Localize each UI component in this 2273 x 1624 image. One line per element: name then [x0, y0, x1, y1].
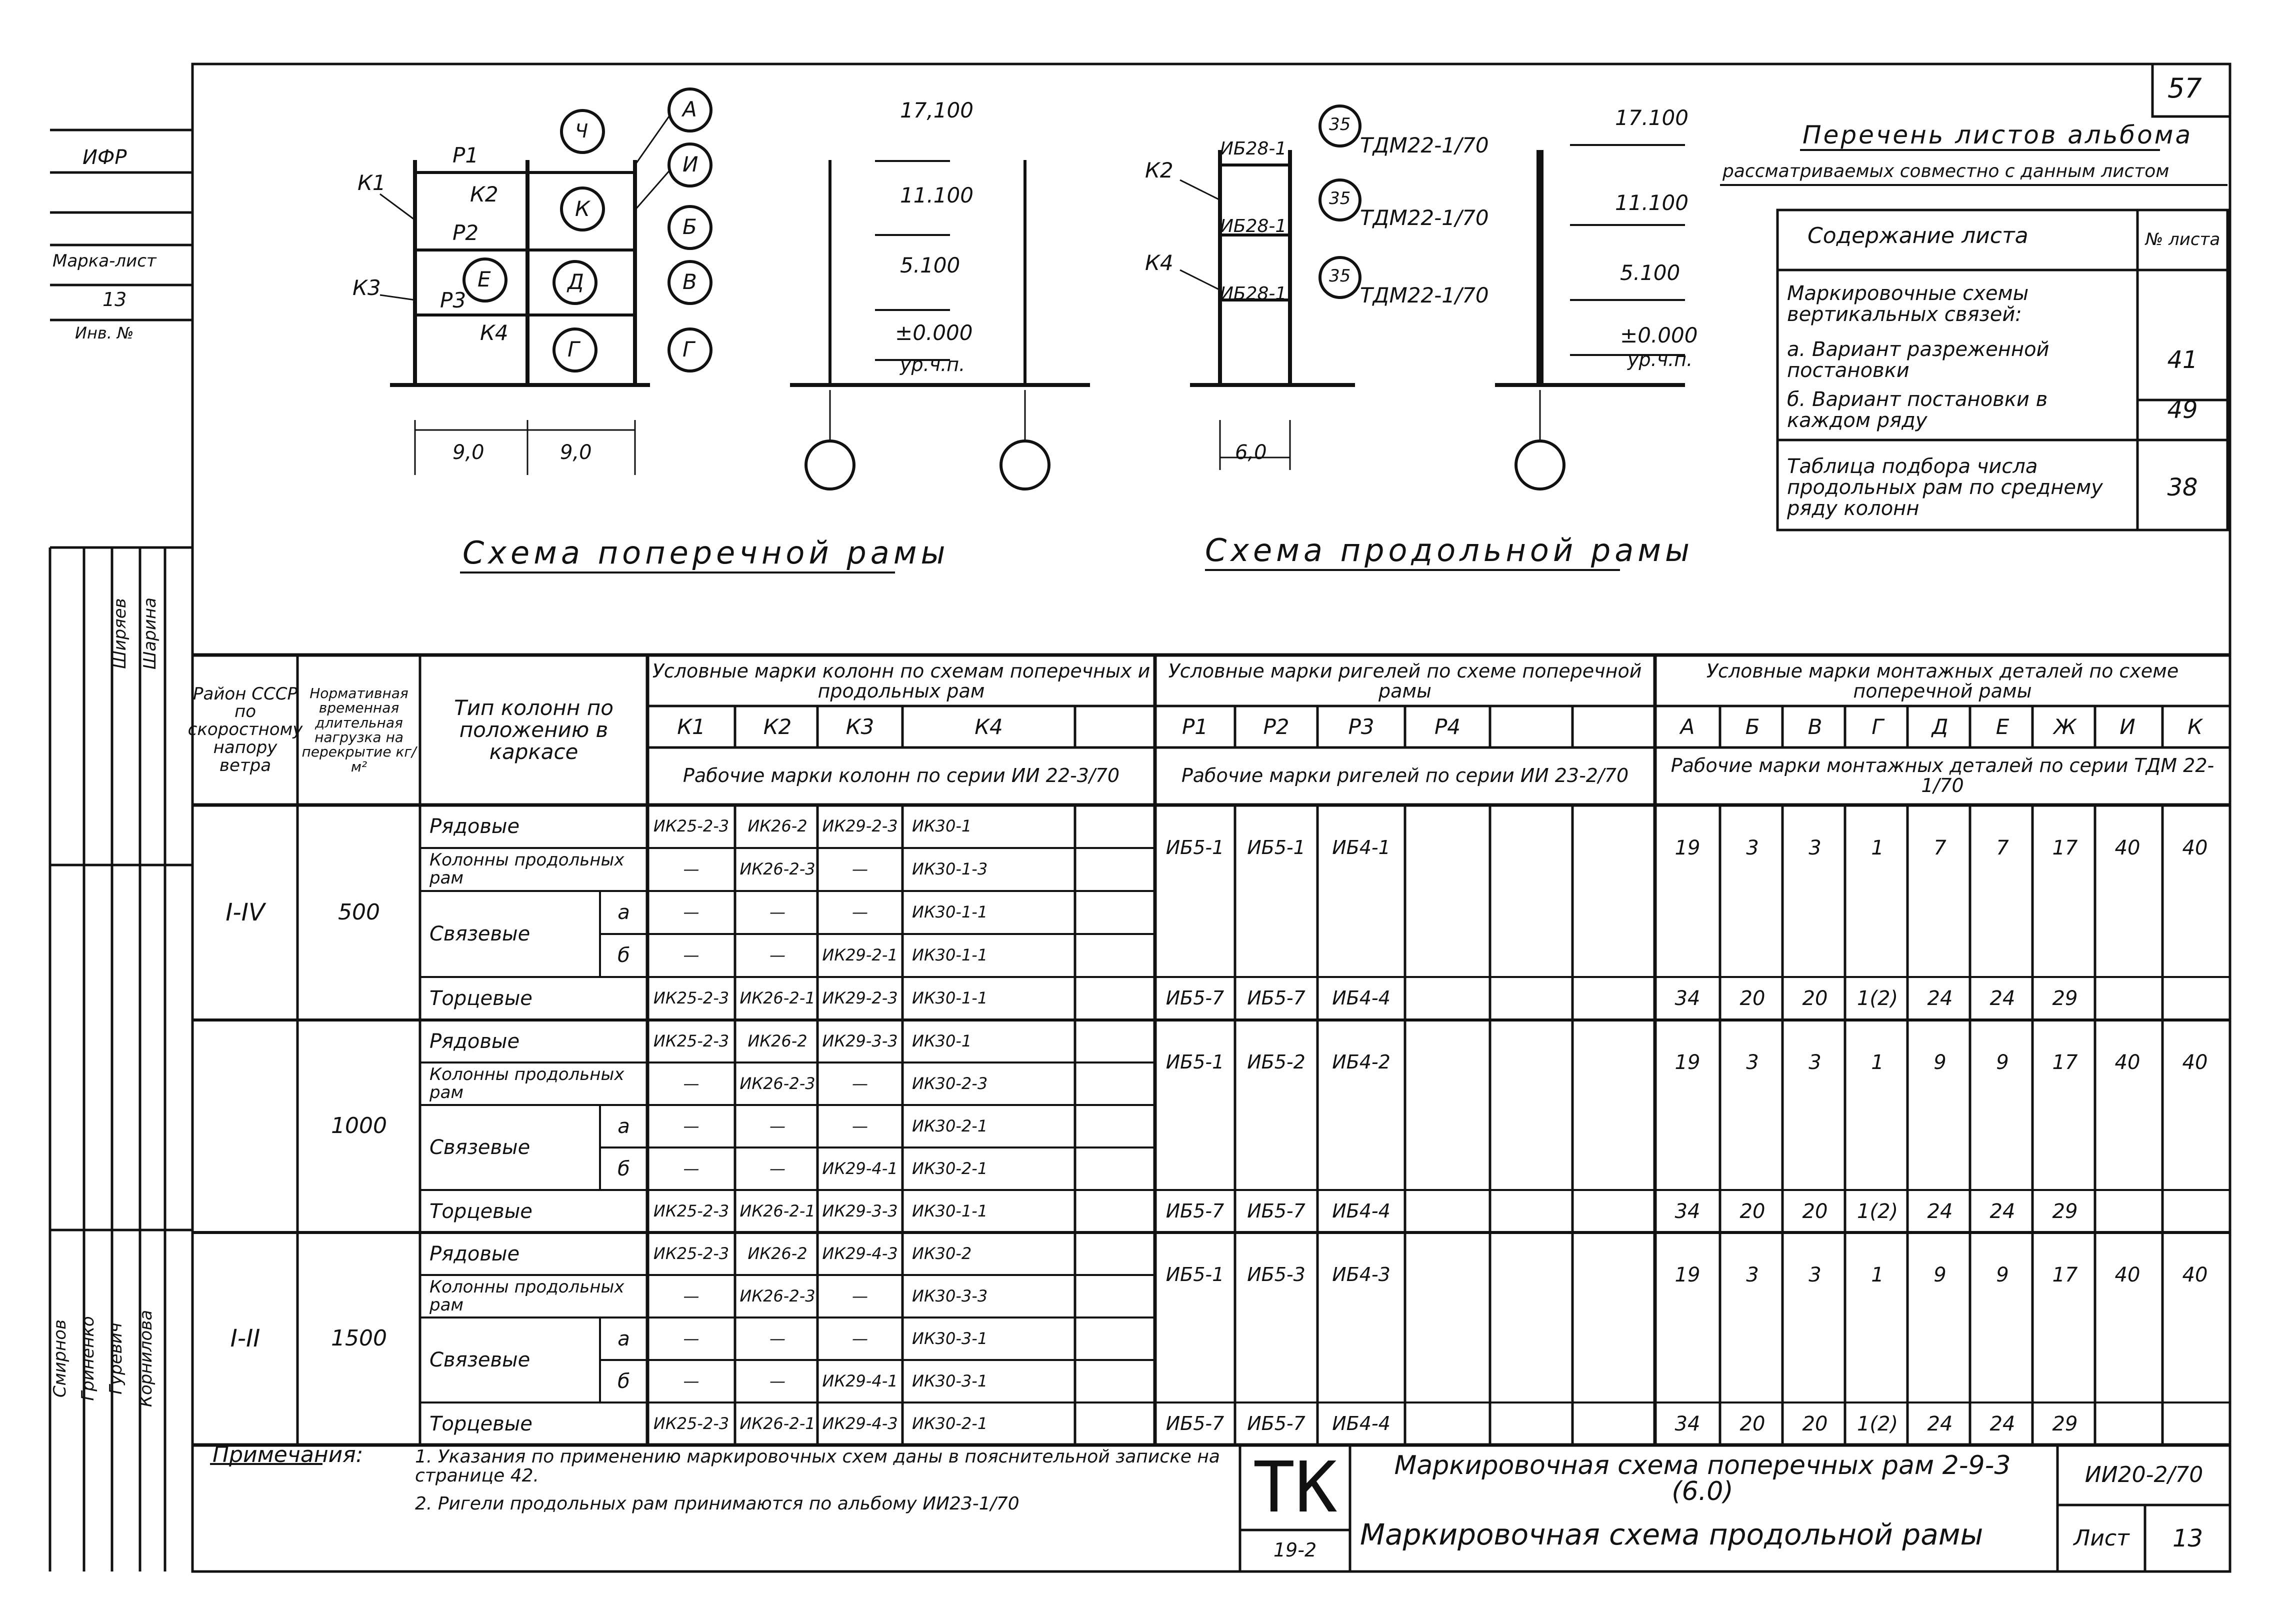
signature-name: Шарина	[140, 598, 160, 670]
rigel-cell: ИБ5-7	[1247, 987, 1306, 1010]
detail-cell: 29	[2052, 987, 2078, 1010]
detail-3: ТДМ22-1/70	[1360, 283, 1489, 308]
span-1: 9,0	[452, 441, 484, 464]
rigel-cell: ИБ5-7	[1247, 1200, 1306, 1222]
type-label: Торцевые	[430, 1412, 532, 1436]
detail-cell: 9	[1934, 1264, 1946, 1286]
long-col-k2: К2	[1145, 158, 1174, 182]
type-label: Торцевые	[430, 987, 532, 1010]
sheet-list-row-no	[2140, 278, 2225, 330]
rig-mark: Р1	[1182, 714, 1208, 739]
rigel-cell: ИБ5-1	[1166, 1051, 1224, 1074]
detail-cell: 29	[2052, 1412, 2078, 1436]
type-label: Колонны продольных рам	[430, 850, 624, 888]
column-cell: ИК25-2-3	[653, 1201, 730, 1220]
rigel-cell: ИБ5-7	[1166, 1200, 1224, 1222]
detail-cell: 17	[2052, 836, 2078, 860]
column-cell: ИК26-2-1	[740, 988, 816, 1008]
series-code: ИИ20-2/70	[2084, 1462, 2204, 1488]
sheet-list-col-content: Содержание листа	[1808, 223, 2028, 248]
column-cell: ИК29-4-1	[822, 1158, 898, 1178]
beam-1: ИБ28-1	[1220, 138, 1287, 159]
column-cell: ИК25-2-3	[653, 1031, 730, 1050]
type-label: Связевые	[430, 922, 530, 946]
column-cell: ИК25-2-3	[653, 1414, 730, 1433]
h-det-series: Рабочие марки монтажных деталей по серии ТДМ 22-1/70	[1670, 754, 2214, 796]
detail-cell: 1	[1871, 836, 1884, 860]
detail-cell: 9	[1996, 1264, 2009, 1286]
signature-name: Смирнов	[50, 1319, 70, 1398]
level-ground: ур.ч.п.	[900, 354, 966, 376]
long-level-0000: ±0.000	[1620, 323, 1698, 348]
rig-mark: Р3	[1348, 714, 1374, 739]
sub-label: а	[618, 1114, 630, 1138]
detail-cell	[2098, 1190, 2158, 1232]
sheet-label: Лист	[2074, 1526, 2130, 1552]
column-cell: —	[770, 1116, 786, 1136]
sheet-list-row-no: 38	[2167, 473, 2198, 502]
col-k4: К4	[480, 320, 508, 345]
region-cell: I-II	[230, 1324, 260, 1353]
column-cell: —	[770, 1371, 786, 1390]
column-cell: ИК30-1-3	[912, 860, 988, 879]
detail-cell: 3	[1808, 1051, 1822, 1074]
column-cell: ИК29-4-3	[822, 1414, 898, 1433]
sheet-list-row-text: а. Вариант разреженной постановки	[1787, 338, 2050, 382]
detail-cell: 40	[2114, 1051, 2140, 1074]
long-frame-caption: Схема продольной рамы	[1205, 532, 1694, 568]
detail-2: ТДМ22-1/70	[1360, 206, 1489, 230]
long-level-17100: 17.100	[1615, 106, 1688, 130]
rigel-cell: ИБ4-4	[1332, 987, 1390, 1010]
h-cols: Условные марки колонн по схемам поперечных и продольных рам	[652, 660, 1150, 702]
column-cell: —	[683, 1074, 700, 1093]
detail-cell: 1(2)	[1856, 1200, 1898, 1223]
column-cell: ИК30-1-1	[912, 946, 988, 965]
sheet-list-row-text: Таблица подбора числа продольных рам по среднему ряду колонн	[1787, 455, 2103, 520]
type-label: Рядовые	[430, 815, 520, 838]
sheet-list-col-no: № листа	[2145, 230, 2220, 250]
h-type: Тип колонн по положению в каркасе	[454, 695, 614, 764]
column-cell: —	[852, 860, 868, 879]
sheet-list-row-text: б. Вариант постановки в каждом ряду	[1787, 388, 2048, 432]
cross-frame-caption: Схема поперечной рамы	[462, 534, 950, 571]
column-cell: ИК26-2-3	[740, 860, 816, 879]
zone-d: Д	[568, 270, 584, 294]
mark-v: В	[682, 270, 697, 294]
det-mark: Д	[1932, 714, 1948, 739]
col-mark: К3	[846, 714, 874, 739]
detail-cell	[2165, 1402, 2225, 1445]
detail-cell: 20	[1740, 1200, 1766, 1223]
type-label: Связевые	[430, 1348, 530, 1372]
detail-cell	[2098, 977, 2158, 1020]
detail-cell: 40	[2114, 836, 2140, 860]
rigel-cell: ИБ4-4	[1332, 1412, 1390, 1434]
detail-cell: 7	[1996, 836, 2009, 860]
detail-cell: 40	[2114, 1264, 2140, 1286]
logo: ТК	[1252, 1446, 1338, 1528]
col-k2: К2	[470, 182, 498, 206]
det-mark: Е	[1996, 714, 2010, 739]
column-cell: —	[683, 1371, 700, 1390]
column-cell: —	[770, 1328, 786, 1348]
long-span: 6,0	[1235, 441, 1267, 464]
rigel-cell: ИБ5-1	[1166, 836, 1224, 859]
column-cell: —	[683, 946, 700, 965]
rigel-cell: ИБ5-1	[1166, 1264, 1224, 1286]
type-label: Рядовые	[430, 1030, 520, 1053]
column-cell: ИК30-3-1	[912, 1328, 988, 1348]
load-cell: 1000	[331, 1113, 387, 1139]
column-cell: ИК30-1-1	[912, 1201, 988, 1220]
sub-label: б	[618, 944, 630, 967]
h-rig-series: Рабочие марки ригелей по серии ИИ 23-2/70	[1181, 764, 1629, 787]
detail-cell: 1	[1871, 1051, 1884, 1074]
detail-num-3: 35	[1329, 266, 1351, 286]
det-mark: А	[1680, 714, 1695, 739]
sub-label: а	[618, 1327, 630, 1350]
detail-cell: 3	[1808, 836, 1822, 860]
sheet-list-row-text: Маркировочные схемы вертикальных связей:	[1787, 282, 2029, 326]
column-cell: —	[683, 1116, 700, 1136]
rigel-cell: ИБ5-1	[1247, 836, 1306, 859]
rigel-cell: ИБ4-1	[1332, 836, 1390, 859]
detail-cell: 9	[1934, 1051, 1946, 1074]
column-cell: ИК26-2	[748, 1031, 808, 1050]
notes-label: Примечания:	[212, 1442, 364, 1468]
det-mark: Г	[1872, 714, 1884, 739]
beam-2: ИБ28-1	[1220, 216, 1287, 236]
column-cell: —	[852, 1074, 868, 1093]
column-cell: ИК30-2-3	[912, 1074, 988, 1093]
detail-cell: 20	[1740, 987, 1766, 1010]
mark-b: Б	[682, 214, 697, 239]
det-mark: И	[2120, 714, 2136, 739]
column-cell: ИК30-2-1	[912, 1158, 988, 1178]
detail-num-2: 35	[1329, 188, 1351, 208]
column-cell: ИК25-2-3	[653, 1244, 730, 1263]
detail-cell: 20	[1740, 1412, 1766, 1436]
load-cell: 500	[338, 899, 380, 925]
sheet-list-row-no: 49	[2167, 396, 2198, 424]
detail-cell: 3	[1746, 836, 1759, 860]
span-2: 9,0	[560, 441, 592, 464]
h-det: Условные марки монтажных деталей по схеме поперечной рамы	[1706, 660, 2179, 702]
h-load: Нормативная временная длительная нагрузка на перекрытие кг/м²	[302, 684, 416, 775]
column-cell: —	[683, 860, 700, 879]
detail-cell	[2165, 1190, 2225, 1232]
sub-label: б	[618, 1370, 630, 1393]
type-label: Рядовые	[430, 1242, 520, 1266]
detail-cell	[2165, 977, 2225, 1020]
column-cell: ИК26-2	[748, 1244, 808, 1263]
detail-cell: 29	[2052, 1200, 2078, 1223]
detail-cell: 9	[1996, 1051, 2009, 1074]
column-cell: ИК29-2-3	[822, 988, 898, 1008]
rigel-p1: Р1	[452, 143, 479, 168]
sheet-no: 13	[2172, 1524, 2204, 1553]
column-cell: —	[852, 1286, 868, 1306]
signature-name: Гуревич	[106, 1322, 126, 1394]
detail-cell: 20	[1802, 1200, 1828, 1223]
note-1: 1. Указания по применению маркировочных схем даны в пояснительной записке на странице 42.	[415, 1446, 1220, 1486]
detail-cell: 24	[1990, 1412, 2016, 1436]
detail-cell: 3	[1746, 1051, 1759, 1074]
column-cell: ИК25-2-3	[653, 816, 730, 836]
column-cell: —	[683, 902, 700, 922]
det-mark: Б	[1745, 714, 1760, 739]
column-cell: —	[852, 1328, 868, 1348]
det-mark: К	[2188, 714, 2202, 739]
detail-cell: 24	[1927, 1200, 1953, 1223]
column-cell: ИК30-1	[912, 816, 972, 836]
detail-cell: 40	[2182, 1264, 2208, 1286]
column-cell: ИК25-2-3	[653, 988, 730, 1008]
column-cell: ИК30-3-3	[912, 1286, 988, 1306]
mark-i: И	[682, 152, 698, 176]
detail-cell: 19	[1674, 1264, 1700, 1286]
type-label: Колонны продольных рам	[430, 1276, 624, 1315]
column-cell: —	[770, 1158, 786, 1178]
detail-cell: 1(2)	[1856, 987, 1898, 1010]
column-cell: —	[683, 1158, 700, 1178]
detail-cell: 1(2)	[1856, 1412, 1898, 1436]
detail-cell: 1	[1871, 1264, 1884, 1286]
column-cell: —	[852, 902, 868, 922]
col-k3: К3	[352, 276, 381, 300]
rigel-cell: ИБ5-7	[1166, 987, 1224, 1010]
column-cell: ИК30-1-1	[912, 902, 988, 922]
rig-mark: Р2	[1263, 714, 1290, 739]
long-level-11100: 11.100	[1615, 190, 1688, 215]
cross-frame-drawing	[380, 89, 711, 475]
column-cell: —	[683, 1328, 700, 1348]
rigel-cell: ИБ5-3	[1247, 1264, 1306, 1286]
rigel-cell: ИБ5-2	[1247, 1051, 1306, 1074]
h-region: Район СССР по скоростному напору ветра	[188, 684, 303, 776]
column-cell: ИК26-2-3	[740, 1286, 816, 1306]
column-cell: ИК26-2-3	[740, 1074, 816, 1093]
detail-cell: 17	[2052, 1264, 2078, 1286]
column-cell: ИК30-1-1	[912, 988, 988, 1008]
signature-name: Гриненко	[78, 1316, 98, 1401]
column-cell: ИК30-1	[912, 1031, 972, 1050]
rig-mark: Р4	[1434, 714, 1461, 739]
long-level-5100: 5.100	[1620, 260, 1680, 285]
region-cell: I-IV	[226, 898, 265, 926]
detail-cell: 40	[2182, 836, 2208, 860]
detail-cell: 3	[1808, 1264, 1822, 1286]
column-cell: —	[683, 1286, 700, 1306]
column-cell: ИК26-2-1	[740, 1201, 816, 1220]
rigel-p3: Р3	[440, 288, 466, 312]
detail-cell: 24	[1927, 987, 1953, 1010]
region-cell	[194, 1020, 296, 1232]
column-cell: ИК26-2	[748, 816, 808, 836]
type-label: Торцевые	[430, 1200, 532, 1223]
detail-cell: 24	[1927, 1412, 1953, 1436]
detail-cell: 24	[1990, 987, 2016, 1010]
beam-3: ИБ28-1	[1220, 284, 1287, 304]
rigel-cell: ИБ4-4	[1332, 1200, 1390, 1222]
det-mark: В	[1808, 714, 1822, 739]
sub-label: а	[618, 901, 630, 924]
rigel-cell: ИБ4-2	[1332, 1051, 1390, 1074]
column-cell: ИК29-3-3	[822, 1031, 898, 1050]
level-17100: 17,100	[900, 98, 974, 122]
rigel-cell: ИБ5-7	[1166, 1412, 1224, 1434]
type-label: Связевые	[430, 1136, 530, 1159]
detail-num-1: 35	[1329, 114, 1351, 134]
h-rig: Условные марки ригелей по схеме поперечной рамы	[1168, 660, 1642, 702]
logo-sub: 19-2	[1273, 1539, 1317, 1562]
zone-g: Г	[568, 337, 580, 362]
long-level-ground: ур.ч.п.	[1628, 348, 1693, 370]
title-long: Маркировочная схема продольной рамы	[1360, 1518, 1984, 1552]
mark-g: Г	[682, 337, 694, 362]
det-mark: Ж	[2054, 714, 2076, 739]
mark-a: А	[682, 97, 697, 122]
zone-ch: Ч	[575, 120, 588, 142]
note-2: 2. Ригели продольных рам принимаются по альбому ИИ23-1/70	[415, 1494, 1020, 1514]
detail-cell: 17	[2052, 1051, 2078, 1074]
level-0000: ±0.000	[895, 320, 973, 345]
detail-cell: 34	[1674, 1412, 1700, 1436]
sheet-list-row-no: 41	[2167, 346, 2198, 374]
col-mark: К2	[763, 714, 792, 739]
column-cell: ИК29-3-3	[822, 1201, 898, 1220]
column-cell: ИК29-4-1	[822, 1371, 898, 1390]
sheet-list-title: Перечень листов альбома	[1802, 120, 2193, 150]
rigel-cell: ИБ5-7	[1247, 1412, 1306, 1434]
signature-name: Корнилова	[136, 1310, 156, 1408]
column-cell: —	[770, 902, 786, 922]
stamp-num: 13	[102, 288, 127, 310]
detail-1: ТДМ22-1/70	[1360, 133, 1489, 158]
detail-cell: 19	[1674, 1051, 1700, 1074]
type-label: Колонны продольных рам	[430, 1064, 624, 1102]
column-cell: ИК30-2	[912, 1244, 972, 1263]
detail-cell: 24	[1990, 1200, 2016, 1223]
detail-cell: 7	[1934, 836, 1946, 860]
load-cell: 1500	[331, 1326, 387, 1352]
stamp-code: ИФР	[82, 146, 127, 169]
level-11100: 11.100	[900, 183, 974, 208]
column-cell: ИК30-2-1	[912, 1116, 988, 1136]
column-cell: —	[770, 946, 786, 965]
detail-cell: 3	[1746, 1264, 1759, 1286]
sheet-number: 57	[2168, 72, 2202, 104]
signature-name: Ширяев	[110, 598, 130, 669]
sheet-list-subtitle: рассматриваемых совместно с данным листом	[1722, 161, 2170, 182]
column-cell: ИК29-2-1	[822, 946, 898, 965]
stamp-marka-label: Марка-лист	[52, 251, 156, 271]
detail-cell: 40	[2182, 1051, 2208, 1074]
long-col-k4: К4	[1145, 250, 1174, 275]
col-k1: К1	[358, 170, 386, 195]
column-cell: —	[852, 1116, 868, 1136]
column-cell: ИК26-2-1	[740, 1414, 816, 1433]
zone-e: Е	[478, 267, 491, 292]
col-mark: К4	[974, 714, 1003, 739]
rigel-cell: ИБ4-3	[1332, 1264, 1390, 1286]
stamp-inv: Инв. №	[75, 324, 134, 342]
detail-cell: 34	[1674, 1200, 1700, 1223]
detail-cell: 19	[1674, 836, 1700, 860]
detail-cell: 20	[1802, 1412, 1828, 1436]
detail-cell: 20	[1802, 987, 1828, 1010]
level-5100: 5.100	[900, 253, 960, 278]
column-cell: ИК30-2-1	[912, 1414, 988, 1433]
detail-cell	[2098, 1402, 2158, 1445]
sub-label: б	[618, 1157, 630, 1180]
column-cell: ИК30-3-1	[912, 1371, 988, 1390]
column-cell: ИК29-2-3	[822, 816, 898, 836]
h-cols-series: Рабочие марки колонн по серии ИИ 22-3/70	[682, 764, 1120, 787]
column-cell: ИК29-4-3	[822, 1244, 898, 1263]
title-cross: Маркировочная схема поперечных рам 2-9-3 (6.0)	[1394, 1450, 2011, 1506]
rigel-p2: Р2	[452, 220, 479, 245]
zone-k: К	[575, 196, 590, 221]
detail-cell: 34	[1674, 987, 1700, 1010]
col-mark: К1	[677, 714, 706, 739]
